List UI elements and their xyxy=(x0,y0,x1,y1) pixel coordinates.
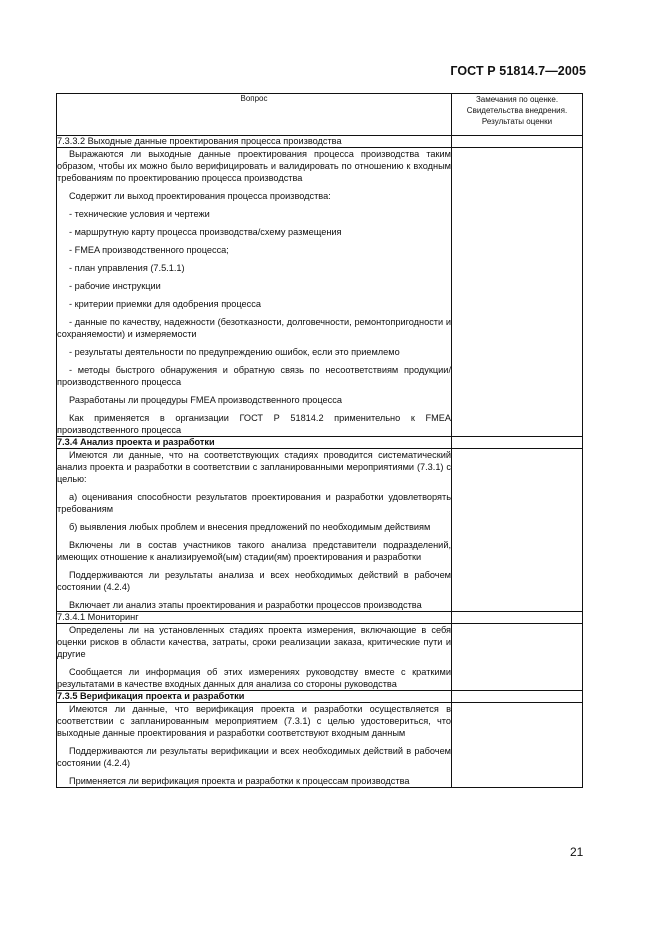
question-text: Содержит ли выход проектирования процесса производства: xyxy=(69,191,331,201)
question-cell xyxy=(57,624,452,691)
list-item: - технические условия и чертежи xyxy=(69,209,210,219)
question-row xyxy=(57,148,583,437)
question-text: Определены ли на установленных стадиях проекта измерения, включающие в себя оценки рисков в области качества, затраты, сроки реализации заказа, критические пути и другие xyxy=(57,625,451,659)
column-header-remarks xyxy=(452,94,583,136)
section-heading-row xyxy=(57,691,583,703)
column-header-remarks-line: Свидетельства внедрения. xyxy=(466,106,568,115)
table-header-row xyxy=(57,94,583,136)
remarks-cell xyxy=(452,691,583,703)
question-text: Включены ли в состав участников такого анализа представители подразделений, имеющих отношение к анализируемой(ым) стадии(ям) проектирования и разработки xyxy=(57,540,451,562)
list-item: - критерии приемки для одобрения процесса xyxy=(69,299,261,309)
column-header-remarks-line: Замечания по оценке. xyxy=(475,95,559,104)
column-header-question: Вопрос xyxy=(57,94,452,136)
section-heading-row xyxy=(57,437,583,449)
list-item: - результаты деятельности по предупреждению ошибок, если это приемлемо xyxy=(69,347,400,357)
document-code: ГОСТ Р 51814.7—2005 xyxy=(450,64,586,78)
page-number: 21 xyxy=(570,845,584,859)
list-item: б) выявления любых проблем и внесения предложений по необходимым действиям xyxy=(69,522,431,532)
list-item: а) оценивания способности результатов проектирования и разработки удовлетворять требованиям xyxy=(57,492,451,514)
remarks-cell xyxy=(452,148,583,437)
section-heading: 7.3.5 Верификация проекта и разработки xyxy=(57,691,452,703)
question-text: Включает ли анализ этапы проектирования и разработки процессов производства xyxy=(69,600,422,610)
remarks-cell xyxy=(452,437,583,449)
question-cell xyxy=(57,148,452,437)
section-heading-row xyxy=(57,612,583,624)
question-text: Применяется ли верификация проекта и разработки к процессам производства xyxy=(69,776,410,786)
question-text: Как применяется в организации ГОСТ Р 51814.2 применительно к FMEA производственного процесса xyxy=(57,413,451,435)
question-cell xyxy=(57,703,452,788)
question-text: Разработаны ли процедуры FMEA производственного процесса xyxy=(69,395,342,405)
list-item: - маршрутную карту процесса производства/схему размещения xyxy=(69,227,342,237)
list-item: - рабочие инструкции xyxy=(69,281,161,291)
list-item: - FMEA производственного процесса; xyxy=(69,245,229,255)
remarks-cell xyxy=(452,612,583,624)
remarks-cell xyxy=(452,136,583,148)
remarks-cell xyxy=(452,449,583,612)
question-text: Поддерживаются ли результаты анализа и всех необходимых действий в рабочем состоянии (4.2.4) xyxy=(57,570,451,592)
section-heading-row xyxy=(57,136,583,148)
section-heading: 7.3.4 Анализ проекта и разработки xyxy=(57,437,452,449)
question-text: Выражаются ли выходные данные проектирования процесса производства таким образом, чтобы их можно было верифицировать и валидировать по отношению к входным требованиям по проектированию процесса производства xyxy=(57,149,451,183)
question-row xyxy=(57,449,583,612)
question-text: Сообщается ли информация об этих измерениях руководству вместе с краткими результатами в качестве входных данных для анализа со стороны руководства xyxy=(57,667,451,689)
question-cell xyxy=(57,449,452,612)
remarks-cell xyxy=(452,703,583,788)
question-row xyxy=(57,624,583,691)
list-item: - план управления (7.5.1.1) xyxy=(69,263,185,273)
remarks-cell xyxy=(452,624,583,691)
question-text: Поддерживаются ли результаты верификации и всех необходимых действий в рабочем состоянии (4.2.4) xyxy=(57,746,451,768)
list-item: - методы быстрого обнаружения и обратную связь по несоответствиям продукции/производственного процесса xyxy=(57,365,451,387)
column-header-remarks-line: Результаты оценки xyxy=(481,117,553,126)
questionnaire-table xyxy=(56,93,583,788)
question-text: Имеются ли данные, что верификация проекта и разработки осуществляется в соответствии с запланированным мероприятием (7.3.1) с целью удостовериться, что выходные данные проектирования и разработки соответствуют входным данным xyxy=(57,704,451,738)
question-text: Имеются ли данные, что на соответствующих стадиях проводится систематический анализ проекта и разработки в соответствии с запланированными мероприятиями (7.3.1) с целью: xyxy=(57,450,451,484)
question-row xyxy=(57,703,583,788)
section-heading: 7.3.3.2 Выходные данные проектирования процесса производства xyxy=(57,136,452,148)
list-item: - данные по качеству, надежности (безотказности, долговечности, ремонтопригодности и сохраняемости) и измеряемости xyxy=(57,317,451,339)
section-heading: 7.3.4.1 Мониторинг xyxy=(57,612,452,624)
